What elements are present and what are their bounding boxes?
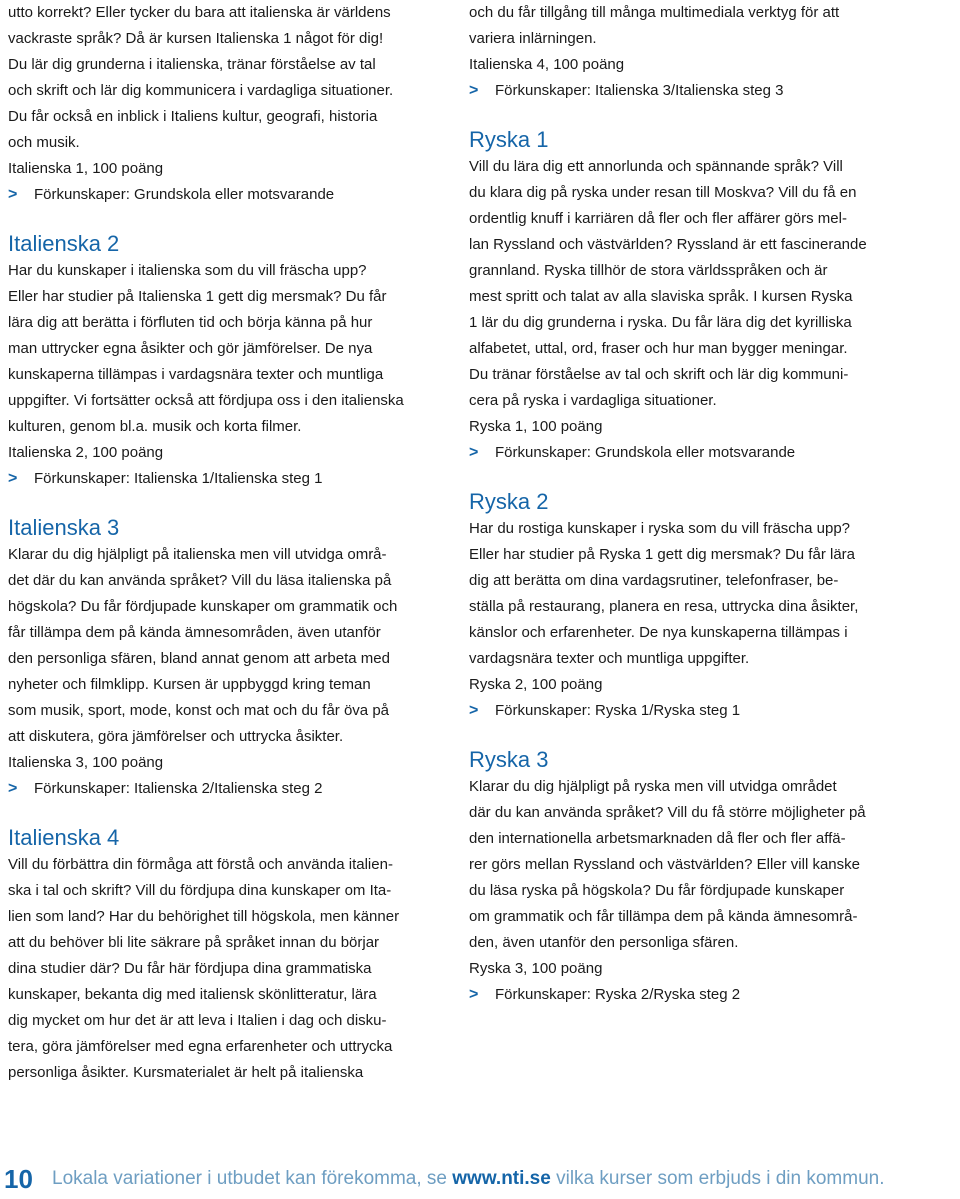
prerequisite-text: Förkunskaper: Italienska 2/Italienska steg 2 [34, 780, 323, 797]
course-heading: Italienska 4 [8, 825, 120, 850]
text-line: den, även utanför den personliga sfären. [469, 934, 739, 951]
text-line: Du tränar förståelse av tal och skrift och lär dig kommuni- [469, 366, 849, 383]
course-prerequisite [469, 982, 939, 1008]
course-heading: Ryska 1 [469, 127, 549, 152]
course-description [469, 774, 939, 956]
text-line: Klarar du dig hjälpligt på ryska men vill utvidga området [469, 778, 837, 795]
text-line: känslor och erfarenheter. De nya kunskaperna tillämpas i [469, 624, 848, 641]
course-heading: Italienska 2 [8, 231, 120, 256]
arrow-icon: > [8, 470, 18, 487]
prerequisite-text: Förkunskaper: Grundskola eller motsvarande [34, 186, 335, 203]
course-description [8, 258, 448, 440]
arrow-icon: > [469, 444, 479, 461]
prerequisite-text: Förkunskaper: Ryska 2/Ryska steg 2 [495, 986, 741, 1003]
text-line: du läsa ryska på högskola? Du får fördjupade kunskaper [469, 882, 845, 899]
text-line: om grammatik och får tillämpa dem på kända ämnesområ- [469, 908, 858, 925]
footer-text-after: vilka kurser som erbjuds i din kommun. [550, 1168, 885, 1189]
course-credit: Ryska 1, 100 poäng [469, 418, 603, 435]
prerequisite-text: Förkunskaper: Grundskola eller motsvarande [495, 444, 796, 461]
text-line: kunskaper, bekanta dig med italiensk skönlitteratur, lära [8, 986, 377, 1003]
text-line: tera, göra jämförelser med egna erfarenheter och uttrycka [8, 1038, 393, 1055]
text-line: dig att berätta om dina vardagsrutiner, telefonfraser, be- [469, 572, 839, 589]
course-heading: Italienska 3 [8, 515, 120, 540]
text-line: personliga åsikter. Kursmaterialet är helt på italienska [8, 1064, 364, 1081]
text-line: vackraste språk? Då är kursen Italienska 1 något för dig! [8, 30, 384, 47]
prerequisite-text: Förkunskaper: Italienska 1/Italienska steg 1 [34, 470, 323, 487]
text-line: grannland. Ryska tillhör de stora världsspråken och är [469, 262, 828, 279]
text-line: dig mycket om hur det är att leva i Italien i dag och disku- [8, 1012, 387, 1029]
course-credit: Italienska 2, 100 poäng [8, 444, 164, 461]
arrow-icon: > [469, 82, 479, 99]
text-line: mest spritt och talat av alla slaviska språk. I kursen Ryska [469, 288, 853, 305]
text-line: lära dig att berätta i förfluten tid och börja känna på hur [8, 314, 373, 331]
text-line: ska i tal och skrift? Vill du fördjupa dina kunskaper om Ita- [8, 882, 392, 899]
text-line: det där du kan använda språket? Vill du läsa italienska på [8, 572, 392, 589]
text-line: Vill du lära dig ett annorlunda och spännande språk? Vill [469, 158, 843, 175]
prerequisite-text: Förkunskaper: Ryska 1/Ryska steg 1 [495, 702, 741, 719]
text-line: kulturen, genom bl.a. musik och korta filmer. [8, 418, 302, 435]
course-prerequisite [469, 78, 939, 104]
text-line: kunskaperna tillämpas i vardagsnära texter och muntliga [8, 366, 384, 383]
text-line: lien som land? Har du behörighet till högskola, men känner [8, 908, 400, 925]
course-description [469, 154, 939, 414]
prerequisite-text: Förkunskaper: Italienska 3/Italienska steg 3 [495, 82, 784, 99]
text-line: lan Ryssland och västvärlden? Ryssland är ett fascinerande [469, 236, 867, 253]
text-line: och musik. [8, 134, 80, 151]
left-column [8, 0, 448, 1086]
intro-text [8, 0, 448, 156]
text-line: att du behöver bli lite säkrare på språket innan du börjar [8, 934, 380, 951]
page-number: 10 [4, 1163, 33, 1194]
course-description [8, 852, 448, 1086]
text-line: dina studier där? Du får här fördjupa dina grammatiska [8, 960, 372, 977]
text-line: man uttrycker egna åsikter och gör jämförelser. De nya [8, 340, 373, 357]
text-line: Har du kunskaper i italienska som du vill fräscha upp? [8, 262, 367, 279]
text-line: alfabetet, uttal, ord, fraser och hur man bygger meningar. [469, 340, 848, 357]
text-line: att diskutera, göra jämförelser och uttrycka åsikter. [8, 728, 344, 745]
text-line: 1 lär du dig grunderna i ryska. Du får lära dig det kyrilliska [469, 314, 852, 331]
course-prerequisite [469, 698, 939, 724]
course-credit: Italienska 1, 100 poäng [8, 160, 164, 177]
text-line: ställa på restaurang, planera en resa, uttrycka dina åsikter, [469, 598, 859, 615]
text-line: Du lär dig grunderna i italienska, tränar förståelse av tal [8, 56, 376, 73]
text-line: cera på ryska i vardagliga situationer. [469, 392, 717, 409]
course-credit: Italienska 3, 100 poäng [8, 754, 164, 771]
course-credit: Ryska 3, 100 poäng [469, 960, 603, 977]
text-line: får tillämpa dem på kända ämnesområden, även utanför [8, 624, 381, 641]
text-line: utto korrekt? Eller tycker du bara att italienska är världens [8, 4, 391, 21]
text-line: variera inlärningen. [469, 30, 597, 47]
page-footer [0, 1160, 960, 1198]
text-line: uppgifter. Vi fortsätter också att fördjupa oss i den italienska [8, 392, 404, 409]
text-line: du klara dig på ryska under resan till Moskva? Vill du få en [469, 184, 857, 201]
course-credit: Italienska 4, 100 poäng [469, 56, 625, 73]
text-line: där du kan använda språket? Vill du få större möjligheter på [469, 804, 866, 821]
text-line: Klarar du dig hjälpligt på italienska men vill utvidga områ- [8, 546, 387, 563]
arrow-icon: > [8, 780, 18, 797]
arrow-icon: > [469, 986, 479, 1003]
course-prerequisite [8, 182, 448, 208]
course-prerequisite [8, 776, 448, 802]
footer-text-before: Lokala variationer i utbudet kan förekomma, se [52, 1168, 453, 1189]
text-line: den personliga sfären, bland annat genom att arbeta med [8, 650, 390, 667]
text-line: Du får också en inblick i Italiens kultur, geografi, historia [8, 108, 378, 125]
course-prerequisite [469, 440, 939, 466]
course-description [469, 516, 939, 672]
footer-note [52, 1168, 885, 1190]
text-line: Eller har studier på Ryska 1 gett dig mersmak? Du får lära [469, 546, 855, 563]
text-line: som musik, sport, mode, konst och mat och du får öva på [8, 702, 390, 719]
text-line: och skrift och lär dig kommunicera i vardagliga situationer. [8, 82, 394, 99]
website-link[interactable]: www.nti.se [452, 1168, 551, 1189]
arrow-icon: > [8, 186, 18, 203]
text-line: Har du rostiga kunskaper i ryska som du vill fräscha upp? [469, 520, 851, 537]
arrow-icon: > [469, 702, 479, 719]
text-line: rer görs mellan Ryssland och västvärlden? Eller vill kanske [469, 856, 860, 873]
text-line: den internationella arbetsmarknaden då fler och fler affä- [469, 830, 846, 847]
course-description [469, 0, 939, 52]
text-line: nyheter och filmklipp. Kursen är uppbyggd kring teman [8, 676, 371, 693]
text-line: vardagsnära texter och muntliga uppgifter. [469, 650, 750, 667]
text-line: Eller har studier på Italienska 1 gett dig mersmak? Du får [8, 288, 387, 305]
course-credit: Ryska 2, 100 poäng [469, 676, 603, 693]
course-description [8, 542, 448, 750]
text-line: högskola? Du får fördjupade kunskaper om grammatik och [8, 598, 398, 615]
text-line: ordentlig knuff i karriären då fler och fler affärer görs mel- [469, 210, 847, 227]
text-line: och du får tillgång till många multimediala verktyg för att [469, 4, 840, 21]
text-line: Vill du förbättra din förmåga att förstå och använda italien- [8, 856, 393, 873]
course-prerequisite [8, 466, 448, 492]
course-heading: Ryska 2 [469, 489, 549, 514]
course-heading: Ryska 3 [469, 747, 549, 772]
right-column [469, 0, 939, 1008]
